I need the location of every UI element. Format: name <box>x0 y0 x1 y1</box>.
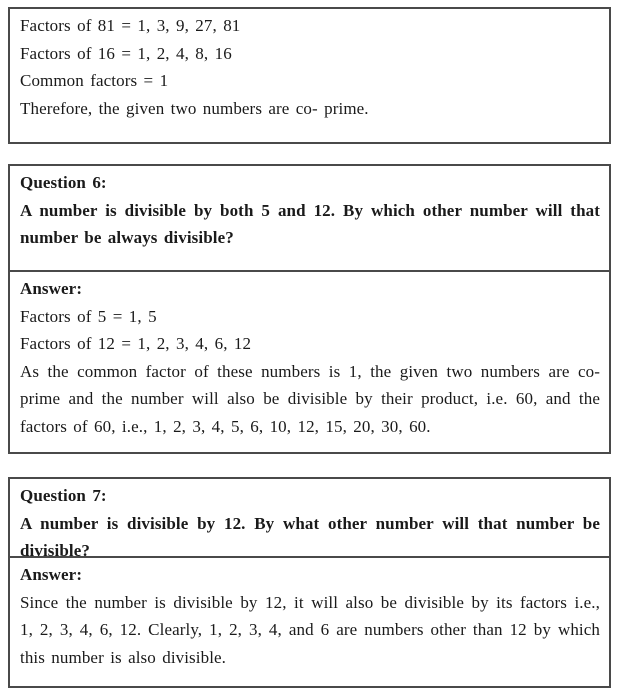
question-7-answer-cell <box>10 558 609 686</box>
answer-paragraph: Since the number is divisible by 12, it will also be divisible by its factors i.e., 1, 2, 3, 4, 6, 12. Clearly, 1, 2, 3, 4, and 6 are numbers other than 12 by which this number is also divisible. <box>20 592 600 667</box>
question-7-box <box>8 477 611 688</box>
answer-label: Answer: <box>20 279 83 298</box>
answer-continuation-cell <box>10 9 609 142</box>
factors-line: Factors of 5 = 1, 5 <box>20 306 157 326</box>
conclusion-line: Therefore, the given two numbers are co- prime. <box>20 98 369 118</box>
answer-paragraph: As the common factor of these numbers is 1, the given two numbers are co- prime and the number will also be divisible by their product, i.e. 60, and the factors of 60, i.e., 1, 2, 3, 4, 5, 6, 10, 12, 15, 20, 30, 60. <box>20 361 600 436</box>
question-6-cell <box>10 166 609 272</box>
factors-line: Factors of 81 = 1, 3, 9, 27, 81 <box>20 16 241 35</box>
question-text: A number is divisible by both 5 and 12. By which other number will that number be always divisible? <box>20 200 600 247</box>
question-6-answer-cell <box>10 272 609 452</box>
factors-line: Factors of 16 = 1, 2, 4, 8, 16 <box>20 43 232 63</box>
answer-label: Answer: <box>20 565 83 584</box>
factors-line: Factors of 12 = 1, 2, 3, 4, 6, 12 <box>20 334 252 353</box>
common-factors-line: Common factors = 1 <box>20 71 169 90</box>
answer-continuation-box <box>8 7 611 144</box>
question-text: A number is divisible by 12. By what other number will that number be divisible? <box>20 513 600 560</box>
question-label: Question 7: <box>20 486 107 505</box>
question-label: Question 6: <box>20 173 107 192</box>
question-6-box <box>8 164 611 454</box>
question-7-cell <box>10 479 609 558</box>
